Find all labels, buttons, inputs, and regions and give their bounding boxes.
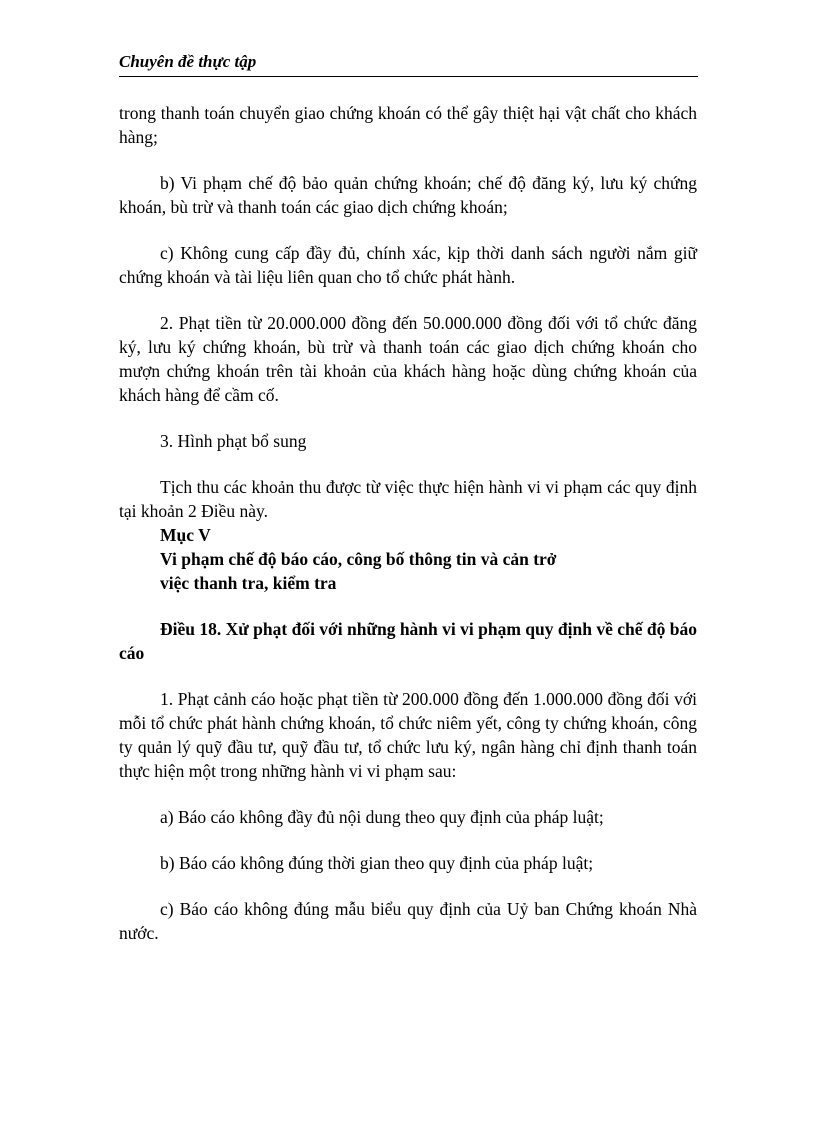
paragraph-item-b: b) Vi phạm chế độ bảo quản chứng khoán; chế độ đăng ký, lưu ký chứng khoán, bù trừ và thanh toán các giao dịch chứng khoán; bbox=[119, 173, 697, 217]
header-title: Chuyên đề thực tập bbox=[119, 52, 257, 71]
article-clause-1: 1. Phạt cảnh cáo hoặc phạt tiền từ 200.000 đồng đến 1.000.000 đồng đối với mỗi tổ chức phát hành chứng khoán, tổ chức niêm yết, công ty chứng khoán, công ty quản lý quỹ đầu tư, quỹ đầu tư, tổ chức lưu ký, ngân hàng chỉ định thanh toán thực hiện một trong những hành vi vi phạm sau: bbox=[119, 689, 697, 781]
article-item-b: b) Báo cáo không đúng thời gian theo quy định của pháp luật; bbox=[160, 853, 594, 873]
section-label: Mục V bbox=[160, 525, 211, 545]
section-title-line-2: việc thanh tra, kiểm tra bbox=[160, 573, 337, 593]
section-heading bbox=[119, 523, 697, 595]
article-item-c: c) Báo cáo không đúng mẫu biểu quy định của Uỷ ban Chứng khoán Nhà nước. bbox=[119, 899, 697, 943]
article-heading: Điều 18. Xử phạt đối với những hành vi vi phạm quy định về chế độ báo cáo bbox=[119, 619, 697, 663]
paragraph-clause-2: 2. Phạt tiền từ 20.000.000 đồng đến 50.000.000 đồng đối với tổ chức đăng ký, lưu ký chứng khoán, bù trừ và thanh toán các giao dịch chứng khoán cho mượn chứng khoán trên tài khoản của khách hàng hoặc dùng chứng khoán của khách hàng để cầm cố. bbox=[119, 313, 697, 405]
page-header bbox=[119, 52, 698, 77]
paragraph-item-c: c) Không cung cấp đầy đủ, chính xác, kịp thời danh sách người nắm giữ chứng khoán và tài liệu liên quan cho tổ chức phát hành. bbox=[119, 243, 697, 287]
document-body bbox=[119, 101, 697, 945]
section-title-line-1: Vi phạm chế độ báo cáo, công bố thông tin và cản trở bbox=[160, 549, 557, 569]
paragraph-clause-3: 3. Hình phạt bổ sung bbox=[160, 431, 307, 451]
article-item-a: a) Báo cáo không đầy đủ nội dung theo quy định của pháp luật; bbox=[160, 807, 604, 827]
paragraph-continuation: trong thanh toán chuyển giao chứng khoán có thể gây thiệt hại vật chất cho khách hàng; bbox=[119, 103, 697, 147]
paragraph-confiscation: Tịch thu các khoản thu được từ việc thực hiện hành vi vi phạm các quy định tại khoản 2 Điều này. bbox=[119, 477, 697, 521]
